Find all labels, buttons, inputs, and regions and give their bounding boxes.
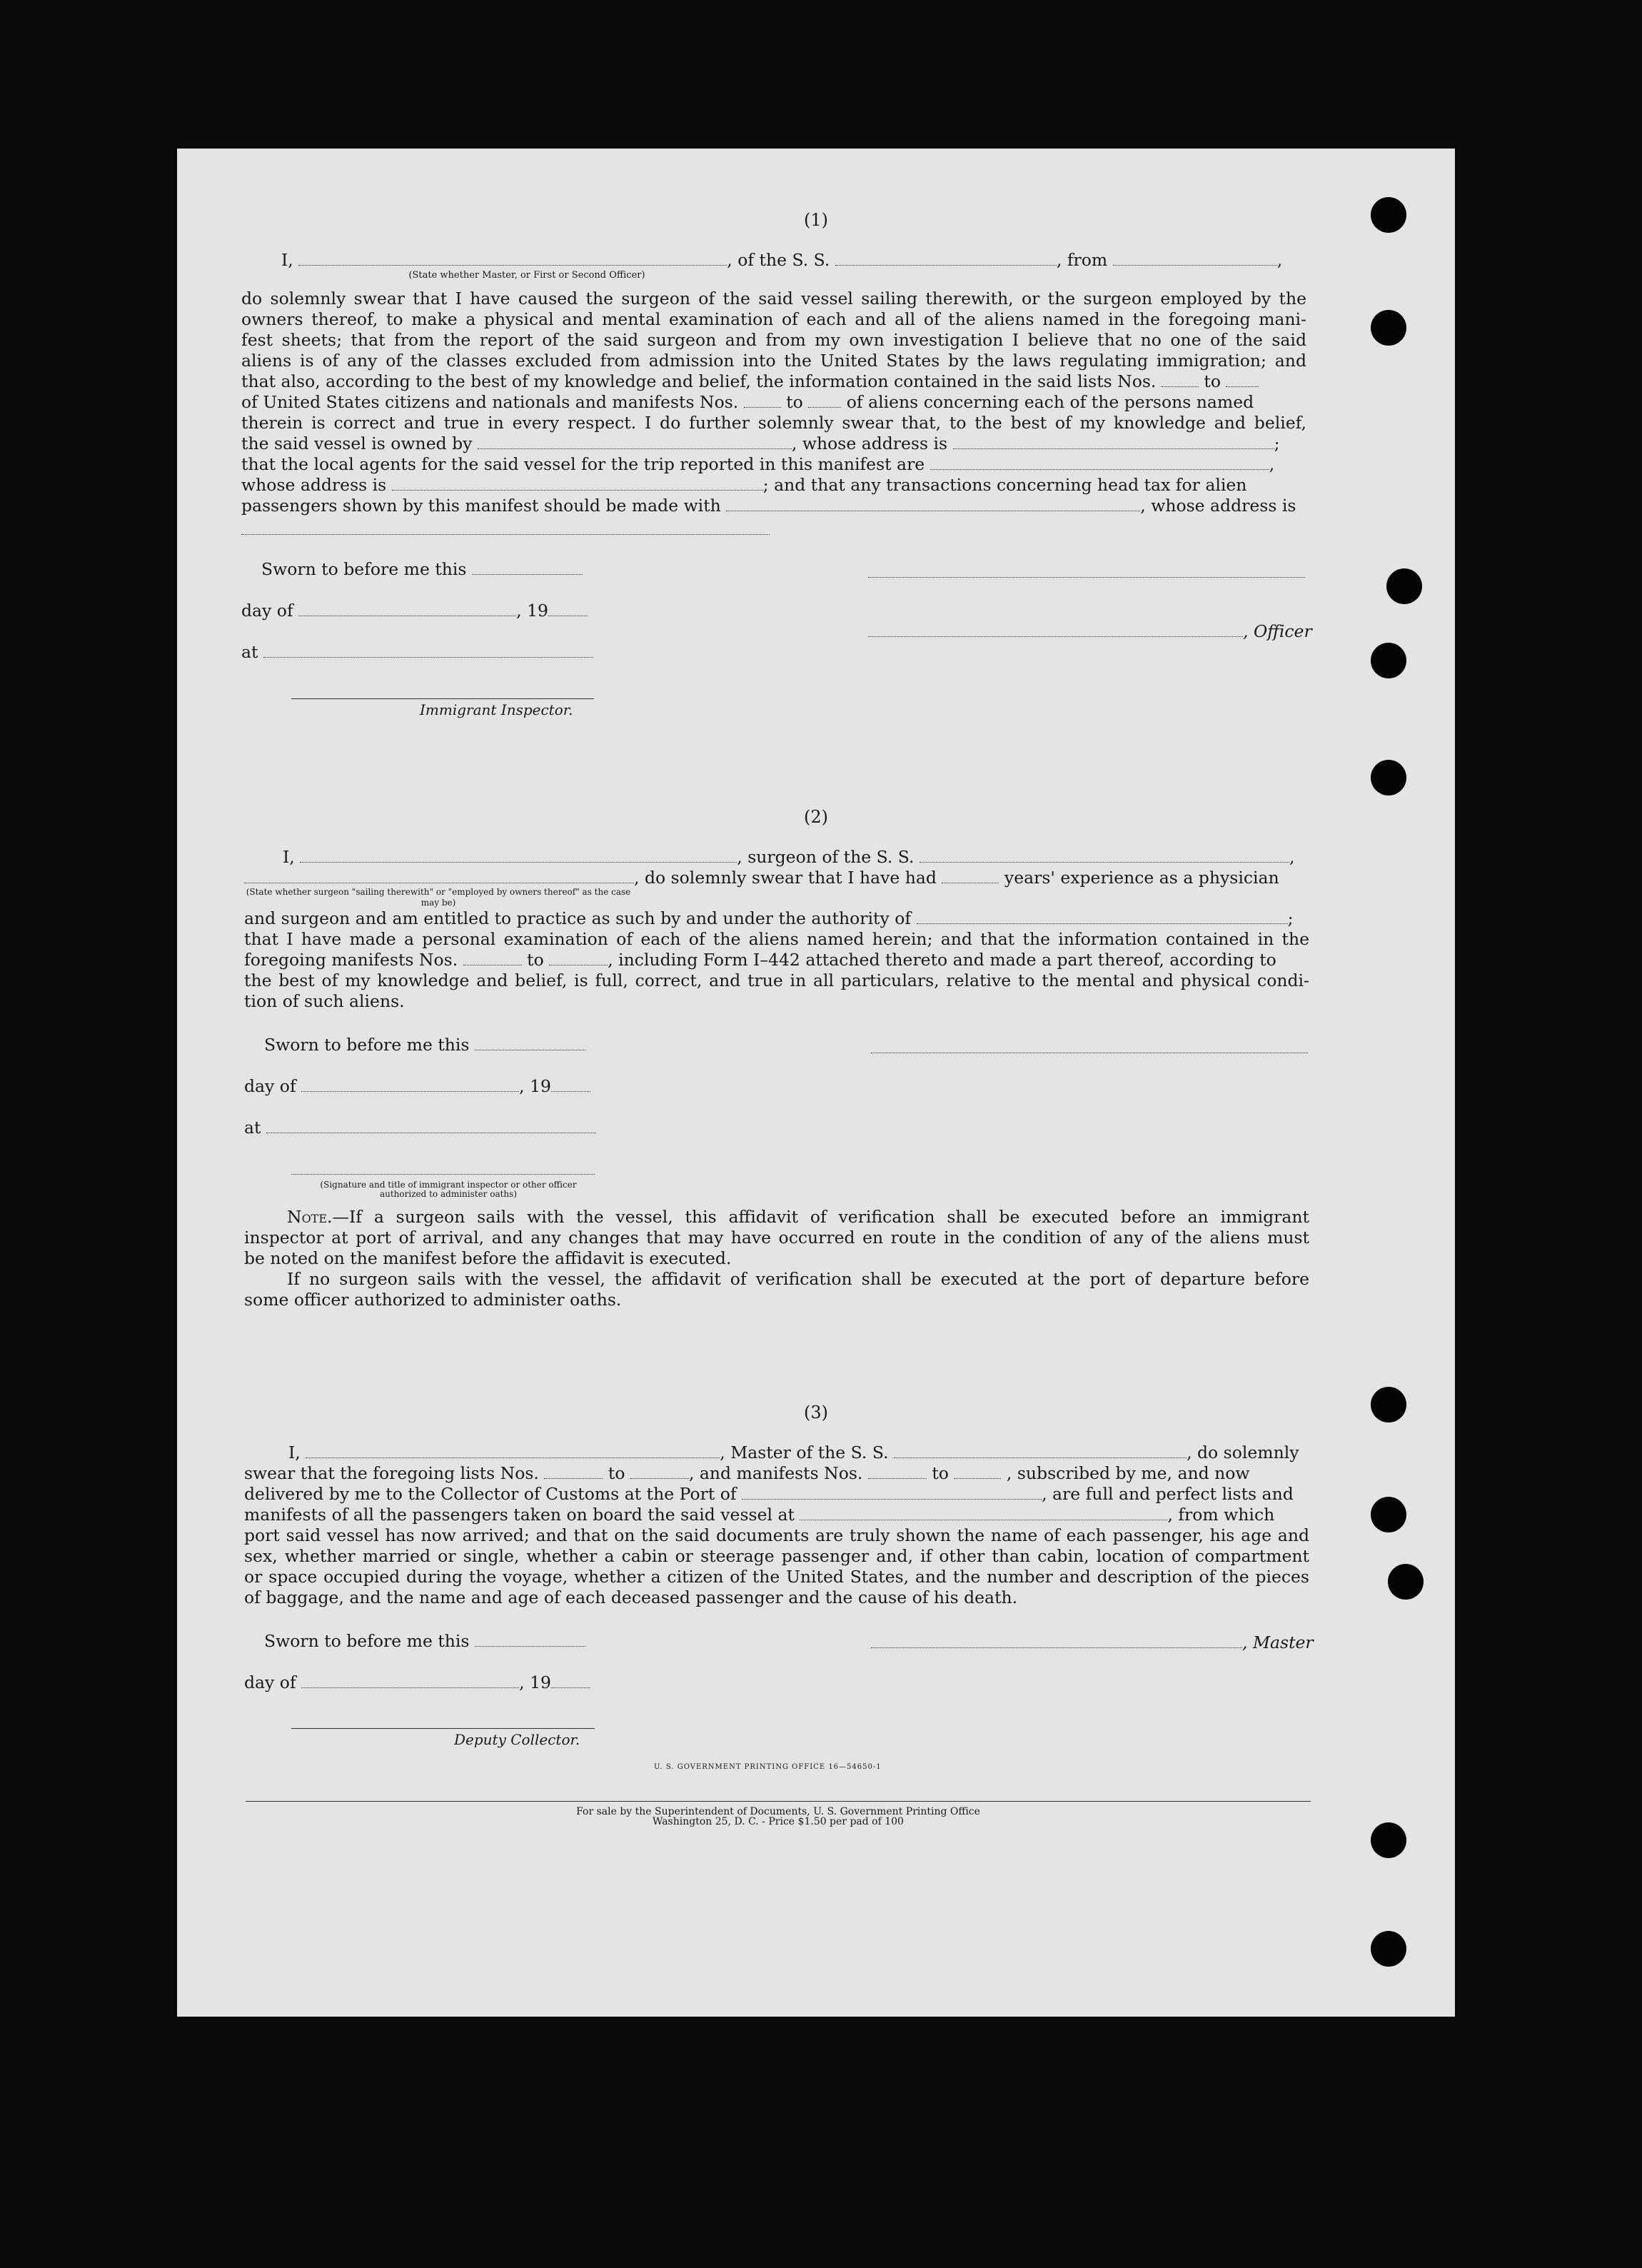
administering-officer-signature-blank[interactable]	[291, 1174, 595, 1175]
section-3-line-4: manifests of all the passengers taken on board the said vessel at , from which	[244, 1505, 1275, 1525]
section-2-line-2: , do solemnly swear that I have had years' experience as a physician	[244, 868, 1279, 888]
officer-title-line: , Officer	[868, 621, 1312, 642]
rank-caption: (State whether Master, or First or Second Officer)	[408, 270, 645, 281]
lists-from-blank[interactable]	[1162, 372, 1199, 387]
officer-name-blank[interactable]	[868, 622, 1243, 637]
inspector-caption: Immigrant Inspector.	[420, 701, 573, 718]
punch-hole	[1371, 1822, 1406, 1858]
section-1-line-1: I, , of the S. S. , from ,	[281, 250, 1283, 270]
sworn-day-blank-3[interactable]	[475, 1632, 585, 1647]
gpo-imprint: U. S. GOVERNMENT PRINTING OFFICE 16—54650-1	[654, 1763, 882, 1771]
section-3-line-3: delivered by me to the Collector of Customs at the Port of , are full and perfect lists and	[244, 1484, 1294, 1504]
sworn-day-blank-1[interactable]	[472, 560, 583, 575]
administering-officer-caption: (Signature and title of immigrant inspector or other officer authorized to administer oaths)	[320, 1180, 577, 1199]
day-of-line-1: day of , 19	[241, 601, 588, 621]
punch-hole	[1371, 643, 1406, 678]
at-place-blank-2[interactable]	[266, 1118, 596, 1133]
head-tax-line: passengers shown by this manifest should be made with , whose address is	[241, 496, 1296, 516]
punch-hole	[1371, 197, 1406, 233]
head-tax-address-blank[interactable]	[241, 534, 770, 535]
authority-blank[interactable]	[917, 909, 1288, 924]
master-vessel-blank[interactable]	[894, 1443, 1187, 1458]
surgeon-vessel-blank[interactable]	[920, 848, 1289, 863]
examination-line: that I have made a personal examination of each of the aliens named herein; and that the information contained in the	[244, 929, 1309, 949]
note-text: Note.—If a surgeon sails with the vessel, this affidavit of verification shall be executed before an immigrant inspector at port of arrival, and any changes that may have occurred en route in the condition of any of the aliens must be noted on the manifest before the affidavit is executed. If no surgeon sails with the vessel, the affidavit of verification shall be executed at the port of departure before some officer authorized to administer oaths.	[244, 1207, 1309, 1310]
section-2-closing-text: the best of my knowledge and belief, is full, correct, and true in all particulars, relative to the mental and physical condi- tion of such aliens.	[244, 970, 1309, 1011]
head-tax-blank[interactable]	[726, 496, 1140, 511]
owner-address-blank[interactable]	[953, 434, 1274, 449]
at-place-blank-1[interactable]	[263, 643, 593, 658]
punch-hole	[1371, 760, 1406, 796]
sale-notice-line-1: For sale by the Superintendent of Documents, U. S. Government Printing Office	[576, 1806, 980, 1817]
years-experience-blank[interactable]	[942, 868, 999, 883]
section-3-line-1: I, , Master of the S. S. , do solemnly	[288, 1442, 1299, 1462]
at-line-2: at	[244, 1118, 596, 1138]
agents-blank[interactable]	[930, 455, 1269, 470]
month-blank-2[interactable]	[301, 1077, 519, 1092]
embarkation-port-blank[interactable]	[800, 1505, 1167, 1520]
punch-hole	[1371, 1497, 1406, 1532]
master-lists-to-blank[interactable]	[630, 1464, 689, 1479]
deputy-collector-signature-blank[interactable]	[291, 1728, 595, 1729]
therein-line: therein is correct and true in every respect. I do further solemnly swear that, to the best of my knowledge and belief,	[241, 413, 1306, 433]
sworn-day-blank-2[interactable]	[475, 1035, 585, 1050]
surgeon-manifests-to-blank[interactable]	[549, 950, 608, 965]
month-blank-1[interactable]	[298, 601, 516, 616]
agents-address-blank[interactable]	[392, 476, 763, 491]
surgeon-status-caption: (State whether surgeon "sailing therewith" or "employed by owners thereof" as the case may be)	[246, 887, 631, 908]
master-signature-blank[interactable]	[871, 1633, 1242, 1648]
vessel-name-blank[interactable]	[835, 251, 1057, 266]
day-of-line-2: day of , 19	[244, 1076, 590, 1097]
section-1-number: (1)	[804, 210, 828, 230]
section-3-line-2: swear that the foregoing lists Nos. to , and manifests Nos. to , subscribed by me, and now	[244, 1463, 1250, 1483]
sworn-line-3: Sworn to before me this	[264, 1631, 585, 1652]
deputy-collector-caption: Deputy Collector.	[454, 1731, 580, 1748]
master-manifests-to-blank[interactable]	[954, 1464, 1001, 1479]
form-page	[177, 149, 1455, 2017]
year-blank-3[interactable]	[551, 1673, 590, 1688]
section-3-number: (3)	[804, 1403, 828, 1422]
master-name-blank[interactable]	[306, 1443, 720, 1458]
officer-rank-blank[interactable]	[298, 251, 727, 266]
footer-rule	[246, 1801, 1311, 1802]
note-label: Note.	[287, 1207, 333, 1227]
punch-hole	[1388, 1564, 1424, 1600]
section-3-oath-text: port said vessel has now arrived; and that on the said documents are truly shown the name of each passenger, his age and sex, whether married or single, whether a cabin or steerage passenger and, if other than cabin, location of compartment or space occupied during the voyage, whether a citizen of the United States, and the number and description of the pieces of baggage, and the name and age of each deceased passenger and the cause of his death.	[244, 1525, 1309, 1607]
customs-port-blank[interactable]	[742, 1485, 1042, 1500]
manifests-from-blank[interactable]	[744, 393, 781, 408]
year-blank-1[interactable]	[548, 601, 588, 616]
at-line-1: at	[241, 642, 593, 663]
punch-hole	[1371, 310, 1406, 346]
officer-signature-blank[interactable]	[868, 577, 1305, 578]
surgeon-manifests-line: foregoing manifests Nos. to , including Form I–442 attached thereto and made a part thereof, according to	[244, 950, 1276, 970]
master-lists-from-blank[interactable]	[544, 1464, 603, 1479]
punch-hole	[1371, 1931, 1406, 1967]
section-2-line-1: I, , surgeon of the S. S. ,	[283, 847, 1295, 867]
owner-line: the said vessel is owned by , whose address is ;	[241, 433, 1280, 453]
month-blank-3[interactable]	[301, 1673, 519, 1688]
year-blank-2[interactable]	[551, 1077, 590, 1092]
section-1-oath-text: do solemnly swear that I have caused the surgeon of the said vessel sailing therewith, or the surgeon employed by the owners thereof, to make a physical and mental examination of each and all of the aliens named in the foregoing mani- fest sheets; that from the report of the said surgeon and from my own investigation I believe that no one of the said aliens is of any of the classes excluded from admission into the United States by the laws regulating immigration; and	[241, 288, 1306, 371]
owner-blank[interactable]	[478, 434, 792, 449]
punch-hole	[1386, 568, 1422, 604]
authority-line: and surgeon and am entitled to practice as such by and under the authority of ;	[244, 908, 1294, 928]
agents-address-line: whose address is ; and that any transactions concerning head tax for alien	[241, 475, 1247, 495]
day-of-line-3: day of , 19	[244, 1672, 590, 1693]
sworn-line-2: Sworn to before me this	[264, 1035, 585, 1055]
sale-notice-line-2: Washington 25, D. C. - Price $1.50 per pad of 100	[653, 1816, 904, 1827]
section-2-number: (2)	[804, 807, 828, 827]
surgeon-manifests-from-blank[interactable]	[463, 950, 522, 965]
agents-line: that the local agents for the said vessel for the trip reported in this manifest are ,	[241, 454, 1275, 474]
surgeon-status-blank[interactable]	[244, 868, 634, 883]
manifests-to-blank[interactable]	[808, 393, 841, 408]
lists-to-blank[interactable]	[1226, 372, 1259, 387]
departure-port-blank[interactable]	[1113, 251, 1277, 266]
inspector-signature-blank[interactable]	[291, 698, 594, 699]
punch-hole	[1371, 1387, 1406, 1422]
master-manifests-from-blank[interactable]	[868, 1464, 927, 1479]
manifests-line: of United States citizens and nationals and manifests Nos. to of aliens concerning each of the persons named	[241, 392, 1254, 412]
lists-line: that also, according to the best of my knowledge and belief, the information contained in the said lists Nos. to	[241, 371, 1259, 392]
surgeon-name-blank[interactable]	[300, 848, 737, 863]
master-title-line: , Master	[871, 1632, 1314, 1653]
sworn-line-1: Sworn to before me this	[261, 559, 583, 580]
